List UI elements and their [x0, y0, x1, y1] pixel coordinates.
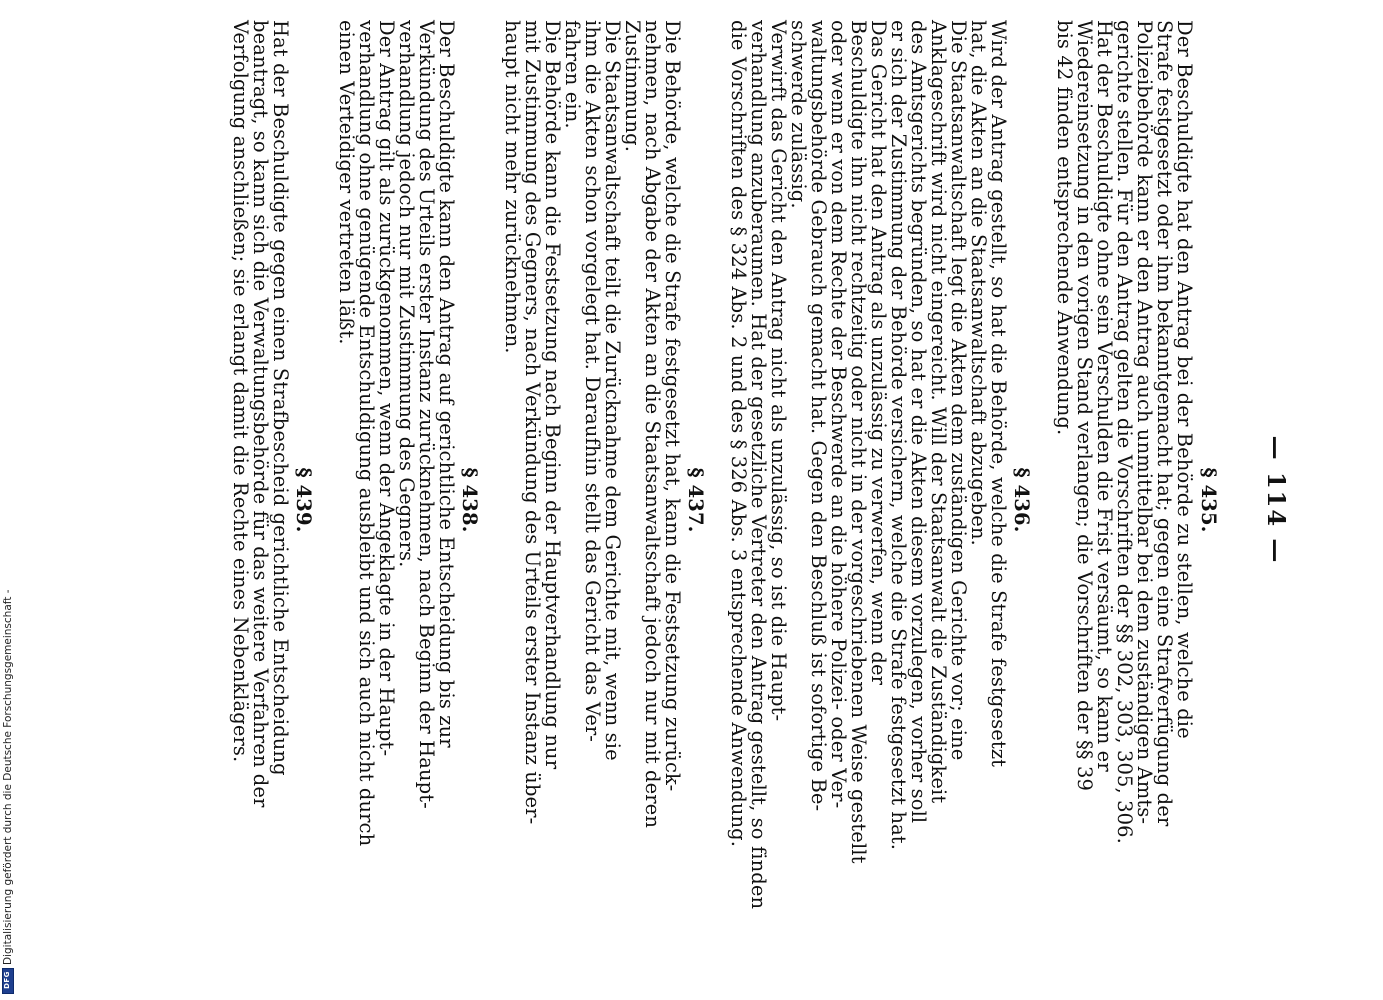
- text-line: Hat der Beschuldigte gegen einen Strafbescheid gerichtliche Entscheidung: [269, 20, 292, 776]
- text-line: verhandlung jedoch nur mit Zustimmung des Gegners.: [395, 20, 418, 568]
- section-heading: § 435.: [1197, 467, 1220, 533]
- text-line: nehmen, nach Abgabe der Akten an die Staatsanwaltschaft jedoch nur mit deren: [641, 20, 664, 828]
- text-line: haupt nicht mehr zurücknehmen.: [501, 20, 524, 354]
- text-line: Der Beschuldigte hat den Antrag bei der Behörde zu stellen, welche die: [1173, 20, 1196, 739]
- rotated-page-text: [105, 20, 1291, 980]
- section-heading: § 439.: [292, 467, 315, 533]
- text-line: oder wenn er von dem Rechte der Beschwerde an die höhere Polizei- oder Ver-: [827, 20, 850, 809]
- text-line: gerichte stellen. Für den Antrag gelten die Vorschriften der §§ 302, 303, 305, 306.: [1113, 20, 1136, 844]
- text-line: ihm die Akten schon vorgelegt hat. Daraufhin stellt das Gericht das Ver-: [581, 20, 604, 742]
- text-line: er sich der Zustimmung der Behörde versichern, welche die Strafe festgesetzt hat.: [887, 20, 910, 851]
- text-line: Beschuldigte ihn nicht rechtzeitig oder nicht in der vorgeschriebenen Weise gestellt: [847, 20, 870, 864]
- text-line: bis 42 finden entsprechende Anwendung.: [1053, 20, 1076, 436]
- text-line: Das Gericht hat den Antrag als unzulässig zu verwerfen, wenn der: [867, 20, 890, 686]
- footer-credit: [0, 0, 16, 1000]
- text-line: Der Antrag gilt als zurückgenommen, wenn der Angeklagte in der Haupt-: [375, 20, 398, 757]
- footer-credit-text: Digitalisierung gefördert durch die Deutsche Forschungsgemeinschaft -: [2, 589, 14, 965]
- text-line: Verwirft das Gericht den Antrag nicht als unzulässig, so ist die Haupt-: [767, 20, 790, 722]
- text-line: Polizeibehörde kann er den Antrag auch unmittelbar bei dem zuständigen Amts-: [1133, 20, 1156, 825]
- text-line: Verfolgung anschließen; sie erlangt damit die Rechte eines Nebenklägers.: [229, 20, 252, 763]
- text-line: Wiedereinsetzung in den vorigen Stand verlangen; die Vorschriften der §§ 39: [1073, 20, 1096, 791]
- dfg-logo: [2, 968, 14, 994]
- text-line: Zustimmung.: [621, 20, 644, 153]
- text-line: Wird der Antrag gestellt, so hat die Behörde, welche die Strafe festgesetzt: [987, 20, 1010, 768]
- text-line: Die Staatsanwaltschaft legt die Akten dem zuständigen Gerichte vor; eine: [947, 20, 970, 761]
- text-line: fahren ein.: [561, 20, 584, 129]
- text-line: Die Behörde, welche die Strafe festgesetzt hat, kann die Festsetzung zurück-: [661, 20, 684, 792]
- text-line: mit Zustimmung des Gegners, nach Verkündung des Urteils erster Instanz über-: [521, 20, 544, 825]
- text-line: Die Staatsanwaltschaft teilt die Zurücknahme dem Gerichte mit, wenn sie: [601, 20, 624, 761]
- text-line: waltungsbehörde Gebrauch gemacht hat. Gegen den Beschluß ist sofortige Be-: [807, 20, 830, 812]
- text-line: Die Behörde kann die Festsetzung nach Beginn der Hauptverhandlung nur: [541, 20, 564, 770]
- text-line: schwerde zulässig.: [787, 20, 810, 209]
- text-line: einen Verteidiger vertreten läßt.: [335, 20, 358, 345]
- text-line: die Vorschriften des § 324 Abs. 2 und des § 326 Abs. 3 entsprechende Anwendung.: [727, 20, 750, 848]
- text-line: Verkündung des Urteils erster Instanz zurücknehmen, nach Beginn der Haupt-: [415, 20, 438, 809]
- text-line: des Amtsgerichts begründen, so hat er die Akten diesem vorzulegen, vorher soll: [907, 20, 930, 824]
- text-line: hat, die Akten an die Staatsanwaltschaft abzugeben.: [967, 20, 990, 546]
- text-line: Der Beschuldigte kann den Antrag auf gerichtliche Entscheidung bis zur: [435, 20, 458, 748]
- text-line: Strafe festgesetzt oder ihm bekanntgemacht hat; gegen eine Strafverfügung der: [1153, 20, 1176, 827]
- section-heading: § 437.: [684, 467, 707, 533]
- section-heading: § 436.: [1010, 467, 1033, 533]
- text-line: verhandlung anzuberaumen. Hat der gesetzliche Vertreter den Antrag gestellt, so finden: [747, 20, 770, 910]
- text-line: beantragt, so kann sich die Verwaltungsbehörde für das weitere Verfahren der: [249, 20, 272, 808]
- dfg-logo-text: DFG: [2, 971, 11, 989]
- page-number-header: — 114 —: [1262, 435, 1291, 565]
- text-line: Anklageschrift wird nicht eingereicht. Will der Staatsanwalt die Zuständigkeit: [927, 20, 950, 804]
- section-heading: § 438.: [458, 467, 481, 533]
- text-line: Hat der Beschuldigte ohne sein Verschulden die Frist versäumt, so kann er: [1093, 20, 1116, 772]
- text-line: verhandlung ohne genügende Entschuldigung ausbleibt und sich auch nicht durch: [355, 20, 378, 847]
